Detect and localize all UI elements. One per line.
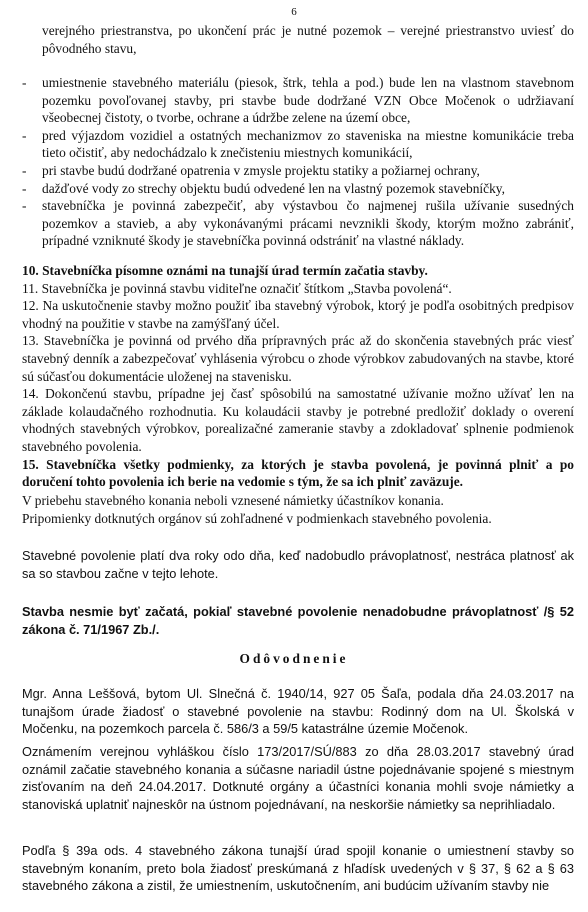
list-item: 15. Stavebníčka všetky podmienky, za ktorých je stavba povolená, je povinná plniť a po doručení tohto povolenia ich berie na vedomie s tým, že sa ich plniť zaväzuje. (22, 456, 574, 490)
list-item: 12. Na uskutočnenie stavby možno použiť iba stavebný výrobok, ktorý je podľa osobitných predpisov vhodný na použitie v stavbe na zamýšľaný účel. (22, 298, 574, 331)
list-item: - dažďové vody zo strechy objektu budú odvedené len na vlastný pozemok stavebníčky, (22, 180, 574, 198)
list-item: - stavebníčka je povinná zabezpečiť, aby výstavbou čo najmenej rušila užívanie susedných pozemkov a stavieb, a aby vykonávanými prácami nevznikli škody, ktorým možno zabrániť, prípadné vzniknuté škody je stavebníčka povinná odstrániť na vlastné náklady. (22, 197, 574, 250)
reasoning-paragraph-1: Mgr. Anna Leššová, bytom Ul. Slnečná č. 1940/14, 927 05 Šaľa, podala dňa 24.03.2017 na tunajšom úrade žiadosť o stavebné povolenie na stavbu: Rodinný dom na Ul. Školská v Močenku, na pozemkoch parcela č. 586/3 a 59/5 katastrálne územie Močenok. (22, 686, 574, 737)
validity-text: Stavebné povolenie platí dva roky odo dňa, keď nadobudlo právoplatnosť, nestráca platnosť ak sa so stavbou začne v tejto lehote. (22, 548, 574, 581)
page-number: 6 (291, 6, 297, 18)
comments-text: Pripomienky dotknutých orgánov sú zohľadnené v podmienkach stavebného povolenia. (22, 511, 492, 526)
list-item: - umiestnenie stavebného materiálu (piesok, štrk, tehla a pod.) bude len na vlastnom stavebnom pozemku povoľovanej stavby, pri stavbe bude dodržané VZN Obce Močenok o udržiavaní všeobecnej čistoty, o tvorbe, ochrane a údržbe zelene na území obce, (22, 74, 574, 127)
reasoning-paragraph-2: Oznámením verejnou vyhláškou číslo 173/2017/SÚ/883 zo dňa 28.03.2017 stavebný úrad oznámil začatie stavebného konania a súčasne nariadil ústne pojednávanie spojené s miestnym zisťovaním na deň 24.04.2017. Dotknuté orgány a účastníci konania mohli svoje námietky a stanoviská uplatniť najneskôr na ústnom pojednávaní, na neskoršie námietky sa neprihliadalo. (22, 744, 574, 812)
reasoning-paragraph-3: Podľa § 39a ods. 4 stavebného zákona tunajší úrad spojil konanie o umiestnení stavby so stavebným konaním, preto bola žiadosť preskúmaná z hľadísk uvedených v § 37, § 62 a § 63 stavebného zákona a zistil, že umiestnením, uskutočnením, ani budúcim užívaním stavby nie (22, 843, 574, 894)
list-item: 14. Dokončenú stavbu, prípadne jej časť spôsobilú na samostatné užívanie možno užívať len na základe kolaudačného rozhodnutia. Ku kolaudácii stavby je potrebné predložiť doklady o overení vhodných stavebných výrobkov, porealizačné zameranie stavby a zdokladovať splnenie podmienok stavebného povolenia. (22, 386, 574, 454)
list-item: 13. Stavebníčka je povinná od prvého dňa prípravných prác až do skončenia stavebných prác viesť stavebný denník a zabezpečovať vyhlásenia výrobcu o zhode výrobkov zabudovaných na stavbe, ktoré sú súčasťou dokumentácie uloženej na stavenisku. (22, 333, 574, 384)
numbered-conditions (22, 262, 574, 491)
conditions-list (22, 74, 574, 250)
objections-text: V priebehu stavebného konania neboli vznesené námietky účastníkov konania. (22, 493, 444, 508)
list-item: - pred výjazdom vozidiel a ostatných mechanizmov zo staveniska na miestne komunikácie treba tieto očistiť, aby nedochádzalo k znečisteniu miestnych komunikácií, (22, 127, 574, 162)
warning-text: Stavba nesmie byť začatá, pokiaľ stavebné povolenie nenadobudne právoplatnosť /§ 52 zákona č. 71/1967 Zb./. (22, 604, 574, 637)
section-heading: Odôvodnenie (239, 651, 349, 666)
continuation-text: verejného priestranstva, po ukončení prác je nutné pozemok – verejné priestranstvo uviesť do pôvodného stavu, (42, 23, 574, 56)
list-item: 10. Stavebníčka písomne oznámi na tunajší úrad termín začatia stavby. (22, 263, 428, 278)
list-item: 11. Stavebníčka je povinná stavbu viditeľne označiť štítkom „Stavba povolená“. (22, 280, 452, 296)
list-item: - pri stavbe budú dodržané opatrenia v zmysle projektu statiky a požiarnej ochrany, (22, 162, 574, 180)
